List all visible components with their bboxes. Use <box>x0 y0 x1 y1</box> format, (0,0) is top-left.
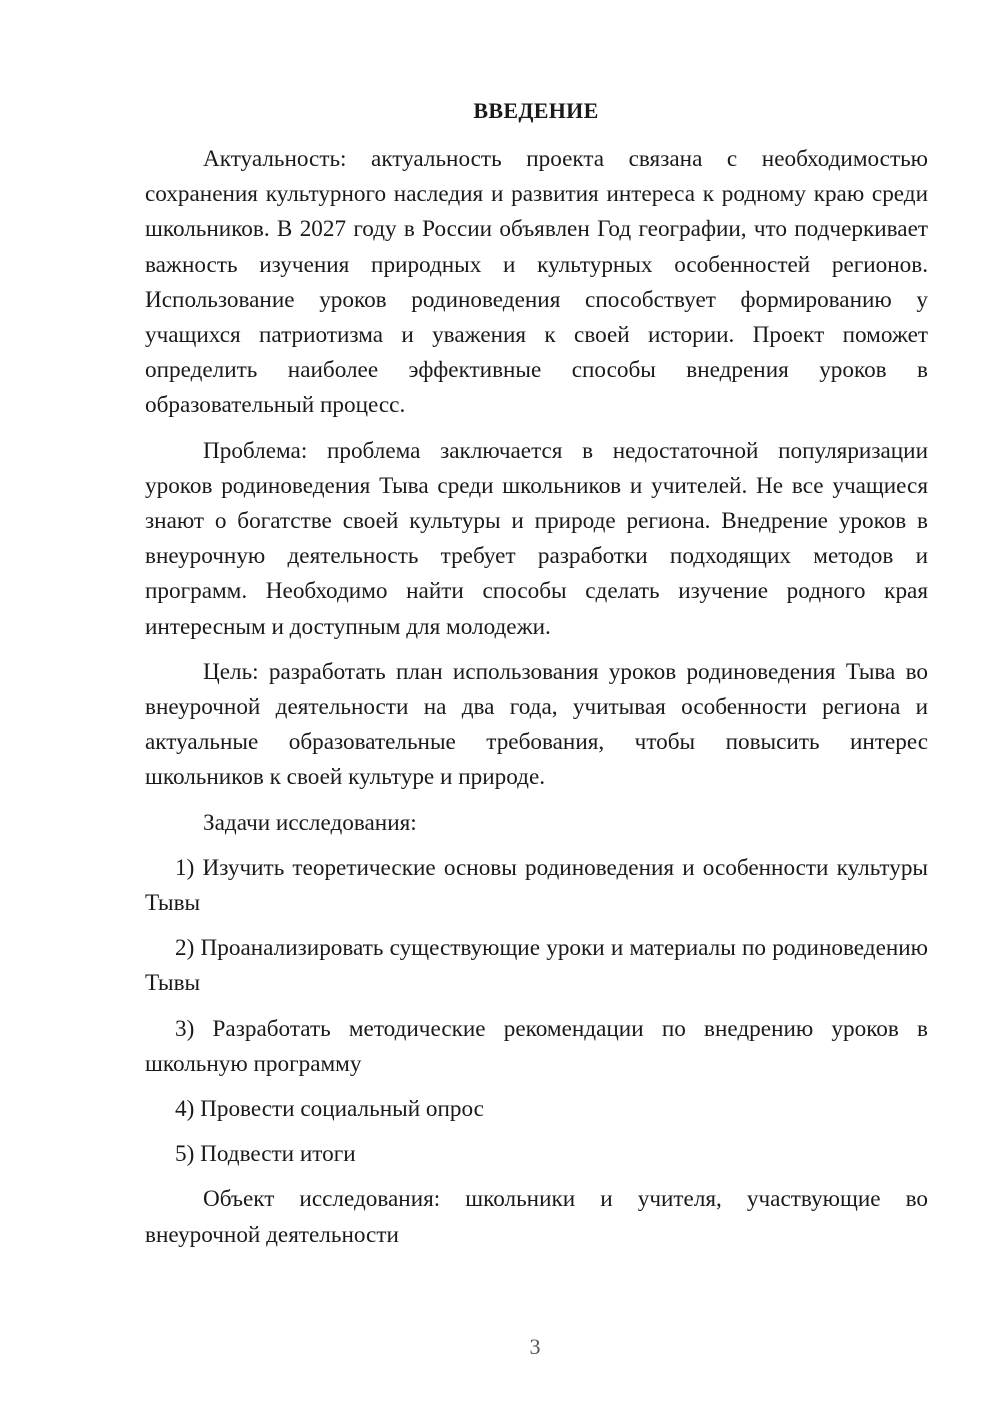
task-item: 2) Проанализировать существующие уроки и материалы по родиноведению Тывы <box>145 935 928 997</box>
task-item: 3) Разработать методические рекомендации по внедрению уроков в школьную программу <box>145 1015 928 1077</box>
paragraph-problem: Проблема: проблема заключается в недостаточной популяризации уроков родиноведения Тыва среди школьников и учителей. Не все учащиеся знают о богатстве своей культуры и природе региона. Внедрение уроков в внеурочную деятельность требует разработки подходящих методов и программ. Необходимо найти способы сделать изучение родного края интересным и доступным для молодежи. <box>145 437 928 640</box>
paragraph-object: Объект исследования: школьники и учителя, участвующие во внеурочной деятельности <box>145 1186 928 1248</box>
task-item: 4) Провести социальный опрос <box>175 1096 484 1123</box>
paragraph-goal: Цель: разработать план использования уроков родиноведения Тыва во внеурочной деятельности на два года, учитывая особенности региона и актуальные образовательные требования, чтобы повысить интерес школьников к своей культуре и природе. <box>145 658 928 791</box>
task-item: 5) Подвести итоги <box>175 1141 356 1168</box>
page-number: 3 <box>529 1334 541 1359</box>
document-body <box>145 142 928 1263</box>
paragraph-relevance: Актуальность: актуальность проекта связана с необходимостью сохранения культурного наследия и развития интереса к родному краю среди школьников. В 2027 году в России объявлен Год географии, что подчеркивает важность изучения природных и культурных особенностей регионов. Использование уроков родиноведения способствует формированию у учащихся патриотизма и уважения к своей истории. Проект поможет определить наиболее эффективные способы внедрения уроков в образовательный процесс. <box>145 146 928 419</box>
section-heading: ВВЕДЕНИЕ <box>473 98 599 123</box>
paragraph-tasks-intro: Задачи исследования: <box>203 809 417 836</box>
task-item: 1) Изучить теоретические основы родиноведения и особенности культуры Тывы <box>145 854 928 917</box>
